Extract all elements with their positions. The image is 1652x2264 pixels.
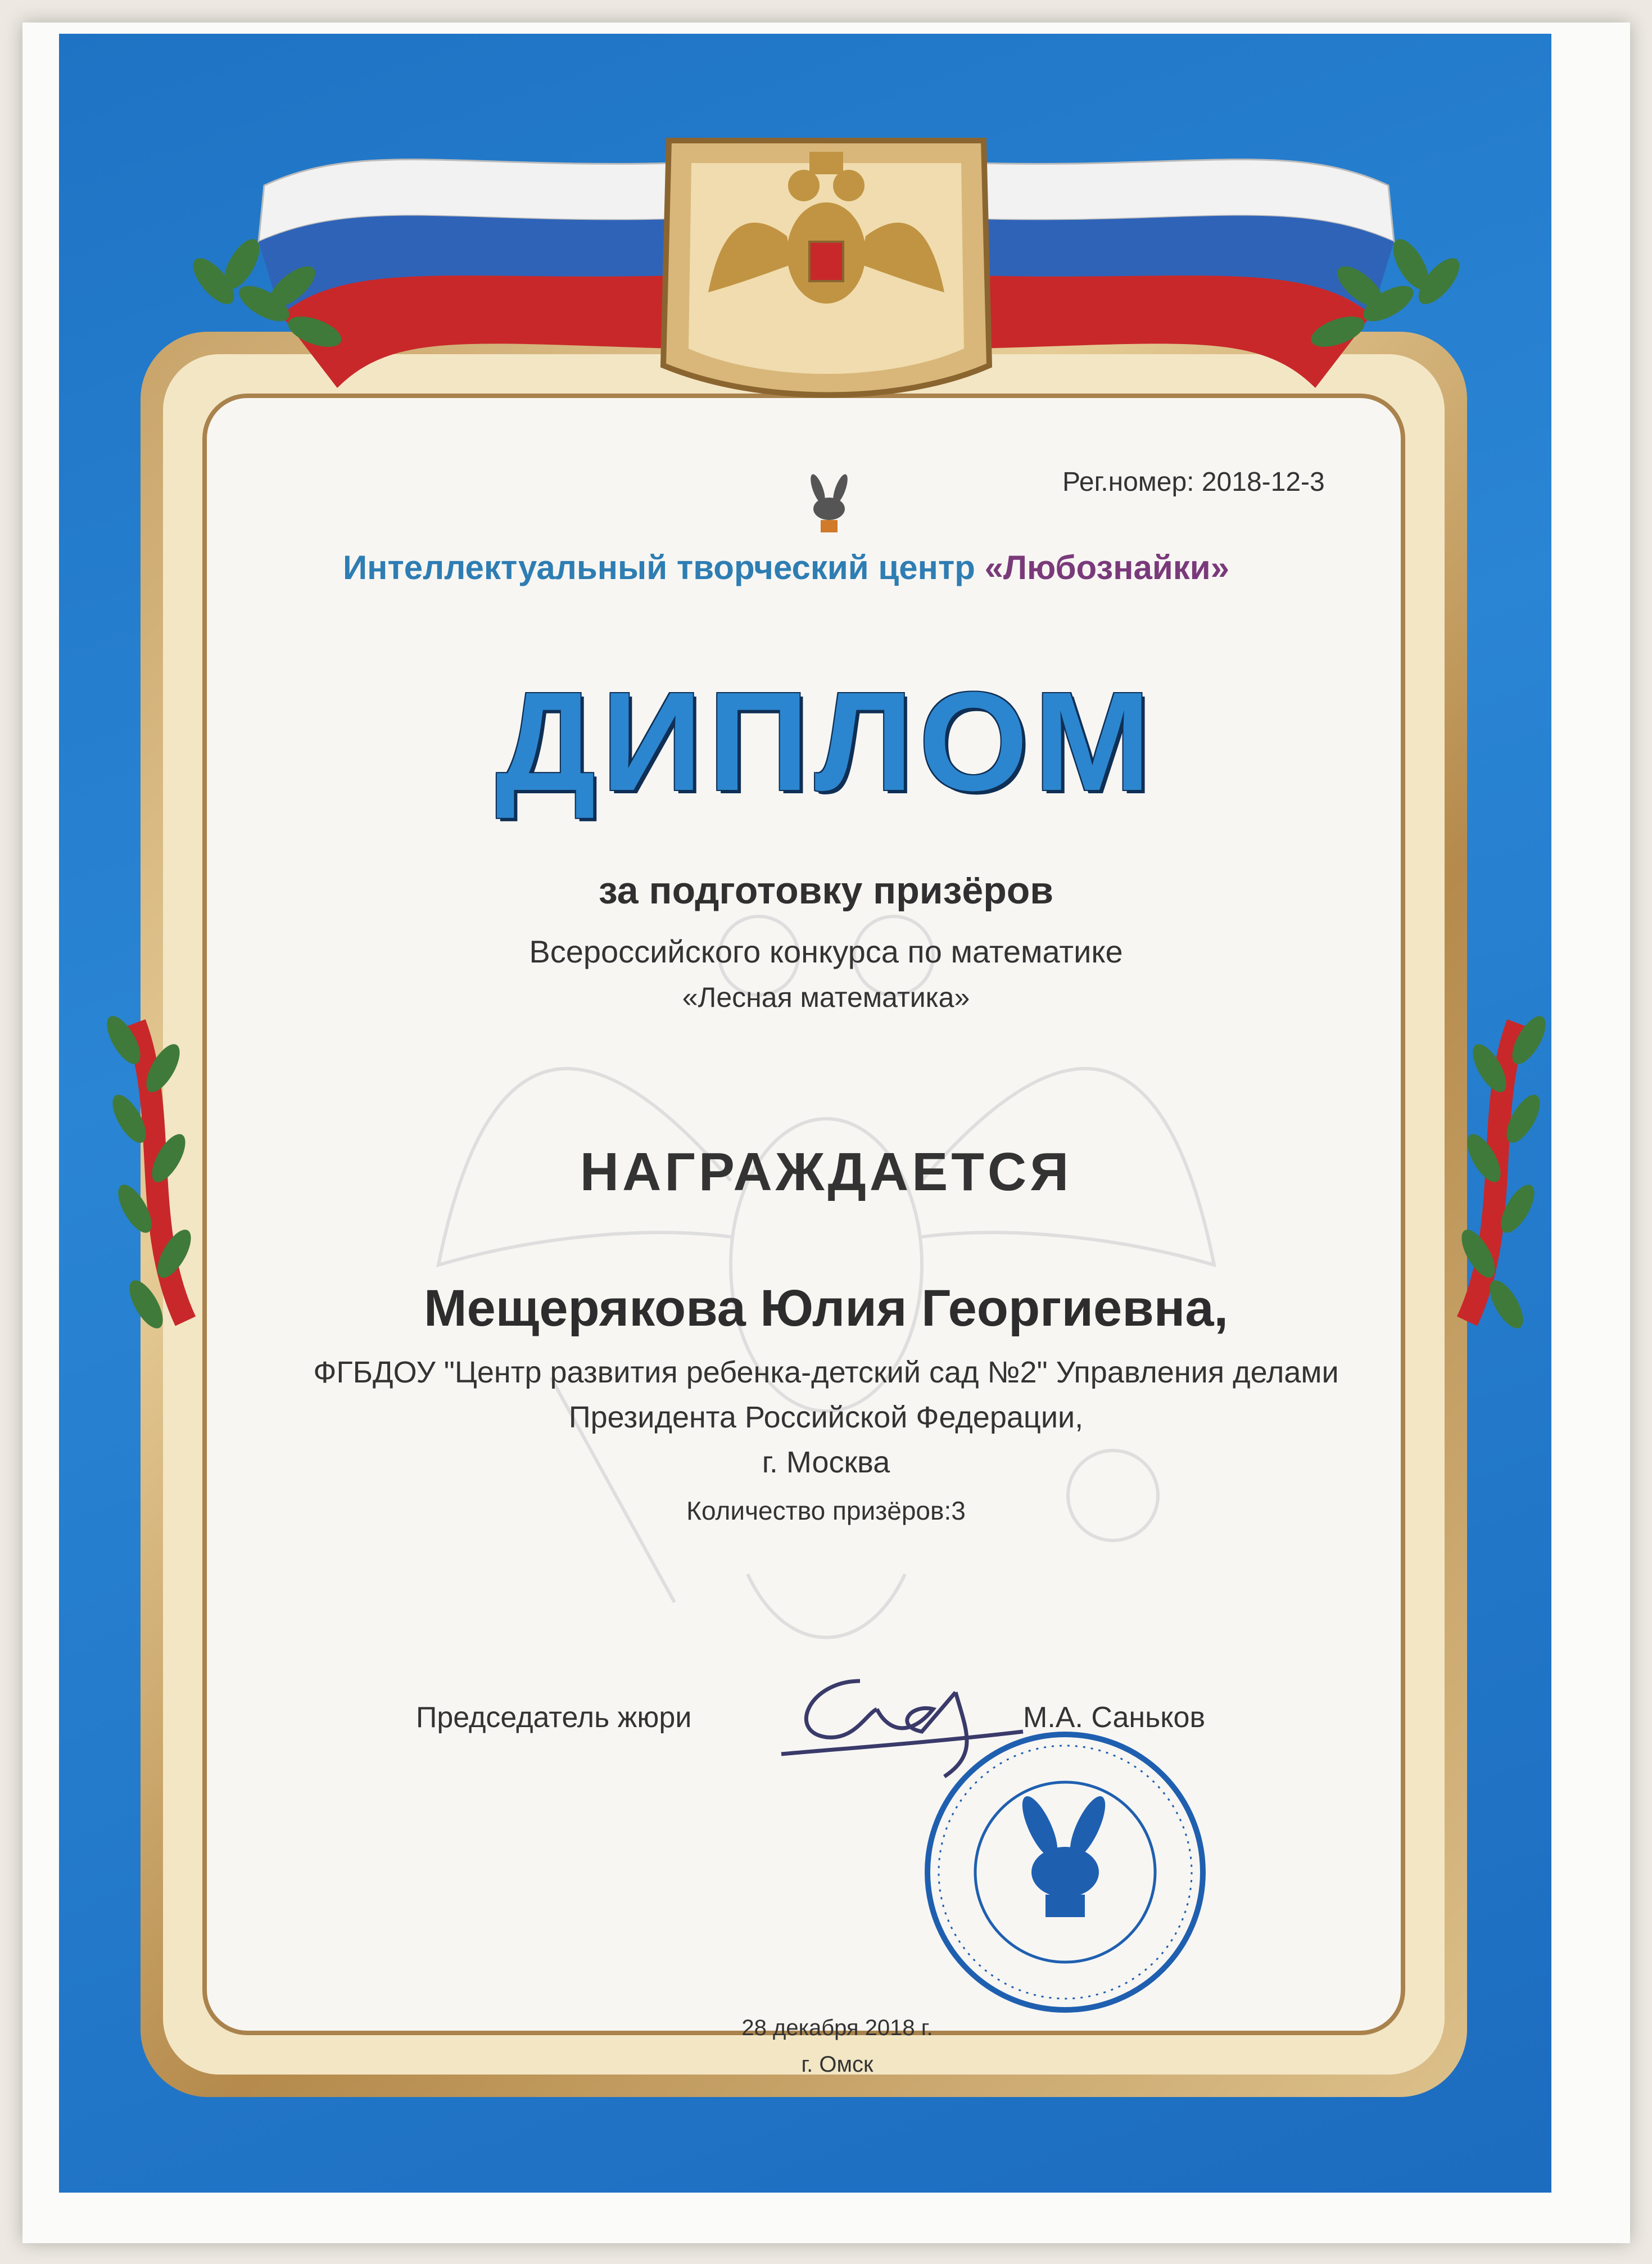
prize-count: Количество призёров:3 <box>686 1496 966 1525</box>
subtitle-line2: Всероссийского конкурса по математике <box>529 934 1123 969</box>
institution-line2: Президента Российской Федерации, <box>568 1400 1084 1434</box>
issue-date: 28 декабря 2018 г. <box>741 2016 933 2040</box>
jury-chair-name: М.А. Саньков <box>1023 1701 1206 1734</box>
recipient-name: Мещерякова Юлия Георгиевна, <box>423 1280 1229 1337</box>
diploma-title: ДИПЛОМ <box>495 663 1157 820</box>
subtitle-line3: «Лесная математика» <box>682 982 970 1013</box>
organization-title: Интеллектуальный творческий центр <box>343 549 975 586</box>
jury-chair-label: Председатель жюри <box>416 1701 692 1734</box>
organization-name <box>343 548 1229 587</box>
institution-line1: ФГБДОУ "Центр развития ребенка-детский сад №2" Управления делами <box>313 1355 1339 1389</box>
coat-of-arms-emblem <box>663 141 989 395</box>
flag-left <box>259 160 675 388</box>
subtitle-line1: за подготовку призёров <box>598 869 1054 912</box>
awarded-label: НАГРАЖДАЕТСЯ <box>580 1142 1072 1202</box>
organization-stamp <box>927 1734 1203 2010</box>
registration-number: Рег.номер: 2018-12-3 <box>1062 467 1325 497</box>
flag-right <box>978 160 1394 388</box>
hare-logo-icon <box>808 473 850 532</box>
organization-brand: «Любознайки» <box>984 549 1230 586</box>
eagle-watermark <box>438 916 1214 1638</box>
issue-city: г. Омск <box>801 2052 873 2077</box>
institution-line3: г. Москва <box>762 1445 890 1479</box>
